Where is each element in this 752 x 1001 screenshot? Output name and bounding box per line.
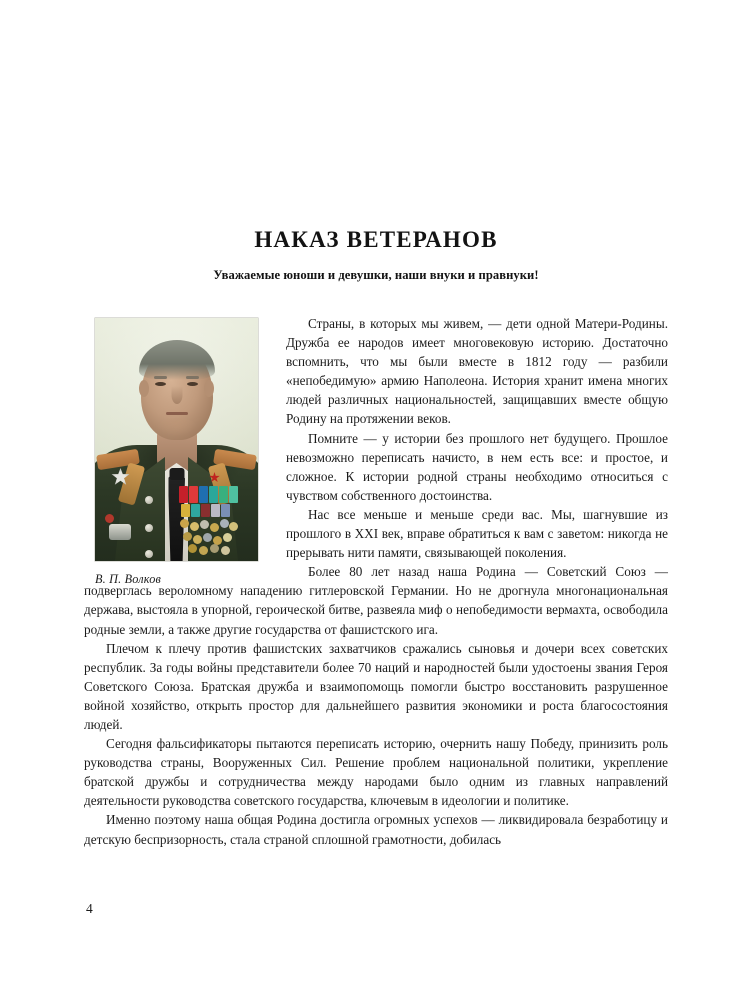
uniform-button-2 [145,524,153,532]
paragraph: Именно поэтому наша общая Родина достигла огромных успехов — ликвидировала безработицу и детскую беспризорность, стала страной сплошной грамотности, добилась [84,812,668,847]
order-round-badge [105,514,114,523]
paragraph: Нас все меньше и меньше среди вас. Мы, шагнувшие из прошлого в XXI век, вправе обратиться к вам с заветом: никогда не прерывать нити памяти, связывающей поколения. [286,506,668,561]
medal-11 [223,533,232,542]
paragraph: Помните — у истории без прошлого нет будущего. Прошлое невозможно переписать начисто, в нем есть все: и простое, и сложное. К истории родной страны необходимо относиться с чувством собственного достоинства. [286,430,668,503]
medal-3 [200,520,209,529]
eye-left [155,382,166,386]
ribbon-11 [221,504,230,517]
page-subtitle: Уважаемые юноши и девушки, наши внуки и правнуки! [213,268,539,282]
necktie-knot [169,468,184,480]
uniform-button-1 [145,496,153,504]
ribbon-6 [229,486,238,503]
chin [157,418,197,436]
ribbon-4 [209,486,218,503]
ribbon-2 [189,486,198,503]
ribbon-1 [179,486,188,503]
medal-14 [210,544,219,553]
medal-5 [220,519,229,528]
portrait-figure [95,318,258,561]
nose [171,386,182,404]
medal-1 [180,519,189,528]
portrait-photo [95,318,258,561]
ribbon-9 [201,504,210,517]
eye-right [187,382,198,386]
medal-2 [190,522,199,531]
mouth [166,412,188,415]
paragraph: Страны, в которых мы живем, — дети одной Матери-Родины. Дружба ее народов имеет многовековую историю. Достаточно вспомнить, что мы были вместе в 1812 году — разбили «непобедимую» армию Наполеона. История хранит имена многих людей различных национальностей, защищавших вместе общую Родину на протяжении веков. [286,316,668,427]
article-body [84,314,668,849]
ear-right [204,380,214,397]
medal-15 [221,546,230,555]
ribbon-5 [219,486,228,503]
ribbon-3 [199,486,208,503]
ear-left [139,380,149,397]
medal-12 [188,544,197,553]
paragraph: Сегодня фальсификаторы пытаются переписать историю, очернить нашу Победу, принизить роль руководства страны, Вооруженных Сил. Решение проблем национальной политики, укрепление братской дружбы и сотрудничества между народами было одним из главных направлений деятельности руководства советского государства, ключевым в идеологии и политике. [84,736,668,809]
page-title: НАКАЗ ВЕТЕРАНОВ [254,227,498,253]
eyebrow-right [186,376,199,379]
medal-8 [193,535,202,544]
medal-13 [199,546,208,555]
ribbon-8 [191,504,200,517]
medal-9 [203,533,212,542]
ribbon-7 [181,504,190,517]
ribbon-10 [211,504,220,517]
paragraph: Плечом к плечу против фашистских захватчиков сражались сыновья и дочери всех советских республик. За годы войны представители более 70 наций и народностей были удостоены звания Героя Советского Союза. Братская дружба и взаимопомощь помогли быстро восстановить разрушенное войной хозяйство, открыть простор для дальнейшего развития экономики и роста благосостояния людей. [84,640,668,732]
medal-cluster [179,486,243,556]
medal-6 [229,522,238,531]
page-number: 4 [86,901,93,916]
photo-caption: В. П. Волков [95,572,162,586]
medal-4 [210,523,219,532]
uniform-button-3 [145,550,153,558]
order-rect-badge [109,524,131,540]
eyebrow-left [154,376,167,379]
paragraph: Более 80 лет назад наша Родина — Советский Союз — подверглась вероломному нападению гитлеровской Германии. Но не дрогнула многонациональная держава, выстояла в упорной, героической битве, развеяла миф о непобедимости вермахта, освободила родные земли, а также другие государства от фашистского ига. [84,564,668,637]
medal-7 [183,532,192,541]
